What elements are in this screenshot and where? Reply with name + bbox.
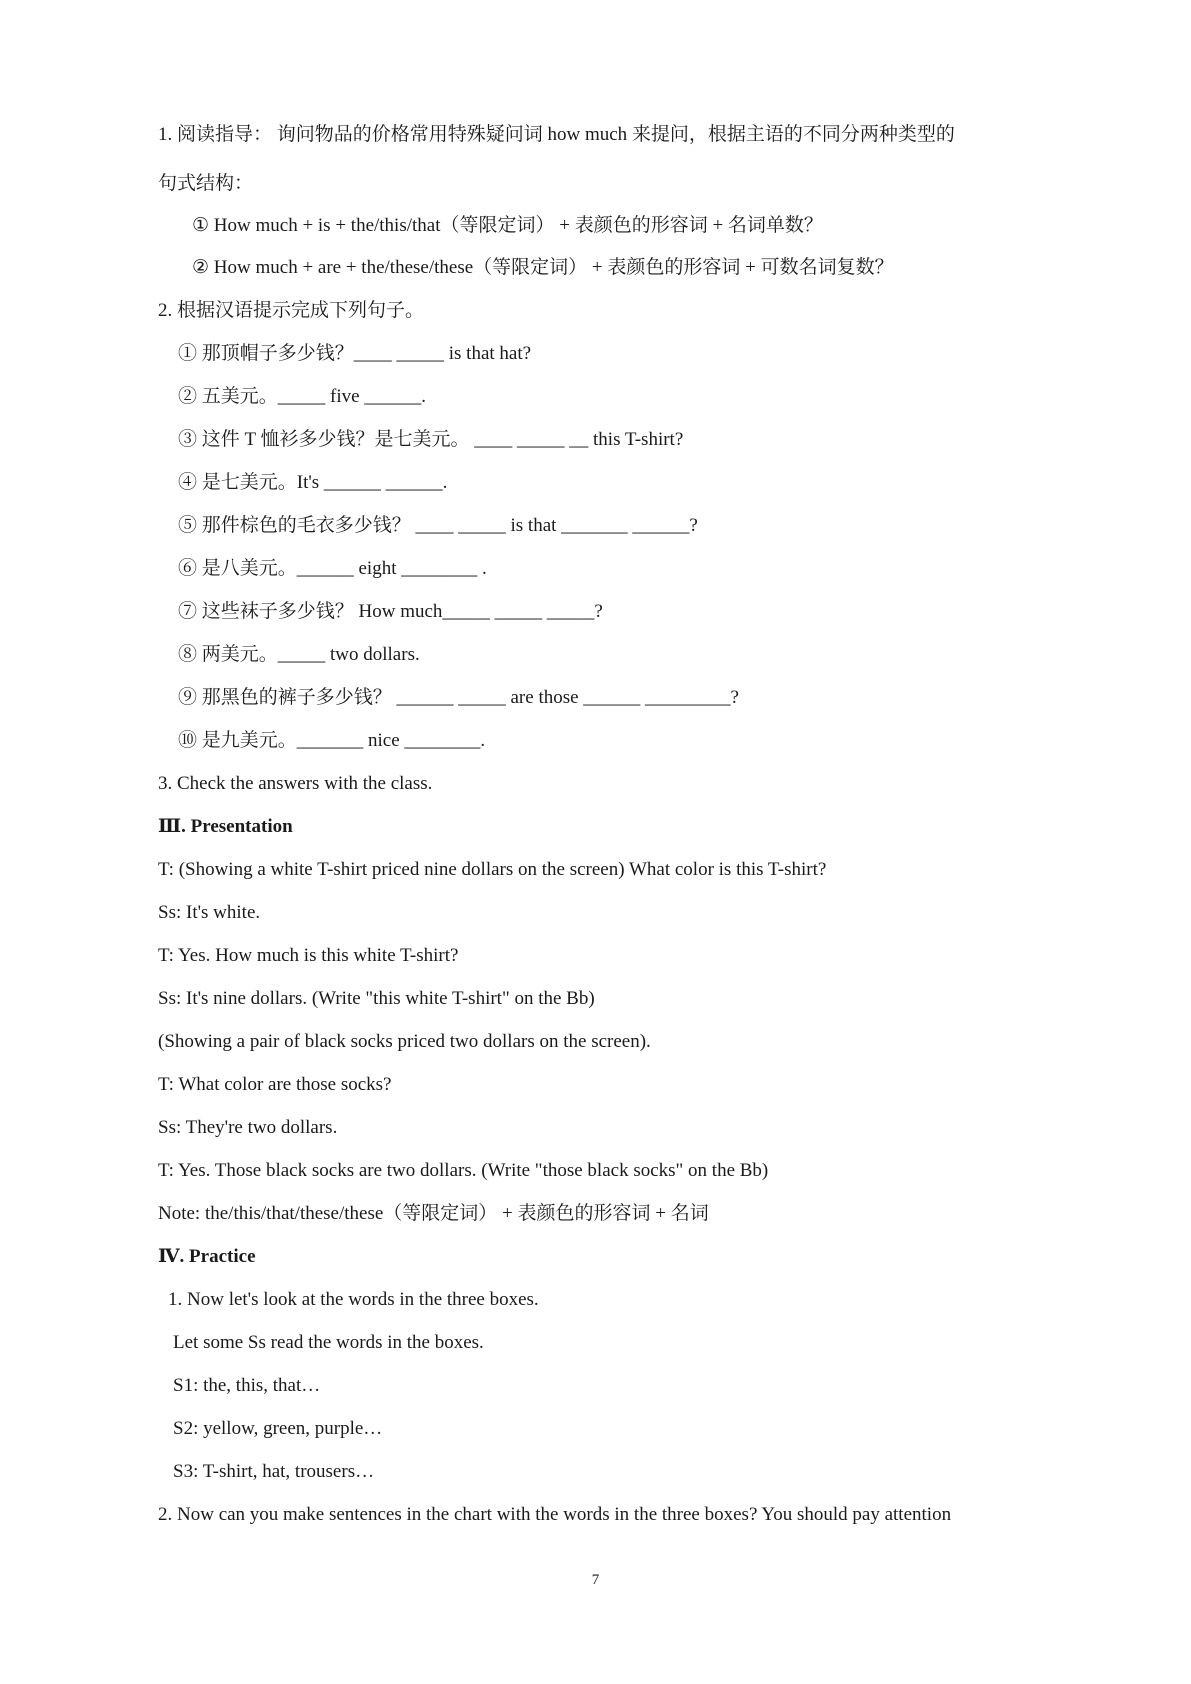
check-answers-line: 3. Check the answers with the class. xyxy=(158,773,433,794)
dialogue-line: T: Yes. Those black socks are two dollars. (Write "those black socks" on the Bb) xyxy=(158,1160,769,1181)
exercise-item: ⑧ 两美元。_____ two dollars. xyxy=(178,644,420,665)
page-number: 7 xyxy=(591,1572,600,1588)
practice-line: Let some Ss read the words in the boxes. xyxy=(173,1332,484,1353)
dialogue-line: T: What color are those socks? xyxy=(158,1074,392,1095)
presentation-heading: Ⅲ. Presentation xyxy=(158,816,293,837)
exercise-item: ⑥ 是八美元。______ eight ________ . xyxy=(178,558,487,579)
exercise-heading: 2. 根据汉语提示完成下列句子。 xyxy=(158,300,425,321)
exercise-item: ② 五美元。_____ five ______. xyxy=(178,386,427,407)
exercise-item: ① 那顶帽子多少钱？____ _____ is that hat? xyxy=(178,343,532,364)
structure-2: ② How much + are + the/these/these（等限定词） + 表颜色的形容词 + 可数名词复数？ xyxy=(192,257,894,278)
dialogue-line: Ss: They're two dollars. xyxy=(158,1117,338,1138)
exercise-item: ④ 是七美元。It's ______ ______. xyxy=(178,472,448,493)
reading-guide-line-1: 1. 阅读指导： 询问物品的价格常用特殊疑问词 how much 来提问，根据主语的不同分两种类型的 xyxy=(158,124,955,145)
exercise-item: ③ 这件 T 恤衫多少钱？是七美元。 ____ _____ __ this T-shirt? xyxy=(178,429,684,450)
practice-heading: Ⅳ. Practice xyxy=(158,1246,256,1267)
dialogue-line: Ss: It's nine dollars. (Write "this white T-shirt" on the Bb) xyxy=(158,988,595,1009)
practice-line: S2: yellow, green, purple… xyxy=(173,1418,383,1439)
dialogue-line: T: Yes. How much is this white T-shirt? xyxy=(158,945,459,966)
structure-1: ① How much + is + the/this/that（等限定词） + 表颜色的形容词 + 名词单数？ xyxy=(192,215,823,236)
practice-line: S1: the, this, that… xyxy=(173,1375,321,1396)
dialogue-line: (Showing a pair of black socks priced two dollars on the screen). xyxy=(158,1031,651,1052)
exercise-item: ⑨ 那黑色的裤子多少钱？ ______ _____ are those ______ _________? xyxy=(178,687,739,708)
exercise-item: ⑤ 那件棕色的毛衣多少钱？ ____ _____ is that _______ ______? xyxy=(178,515,698,536)
practice-line: 1. Now let's look at the words in the three boxes. xyxy=(168,1289,539,1310)
dialogue-line: Ss: It's white. xyxy=(158,902,261,923)
note-line: Note: the/this/that/these/these（等限定词） + 表颜色的形容词 + 名词 xyxy=(158,1203,709,1224)
exercise-item: ⑦ 这些袜子多少钱？ How much_____ _____ _____? xyxy=(178,601,603,622)
exercise-item: ⑩ 是九美元。_______ nice ________. xyxy=(178,730,486,751)
dialogue-line: T: (Showing a white T-shirt priced nine dollars on the screen) What color is this T-shirt? xyxy=(158,859,827,880)
practice-line: 2. Now can you make sentences in the chart with the words in the three boxes? You should pay attention xyxy=(158,1504,952,1525)
reading-guide-line-2: 句式结构： xyxy=(158,173,254,194)
practice-line: S3: T-shirt, hat, trousers… xyxy=(173,1461,375,1482)
